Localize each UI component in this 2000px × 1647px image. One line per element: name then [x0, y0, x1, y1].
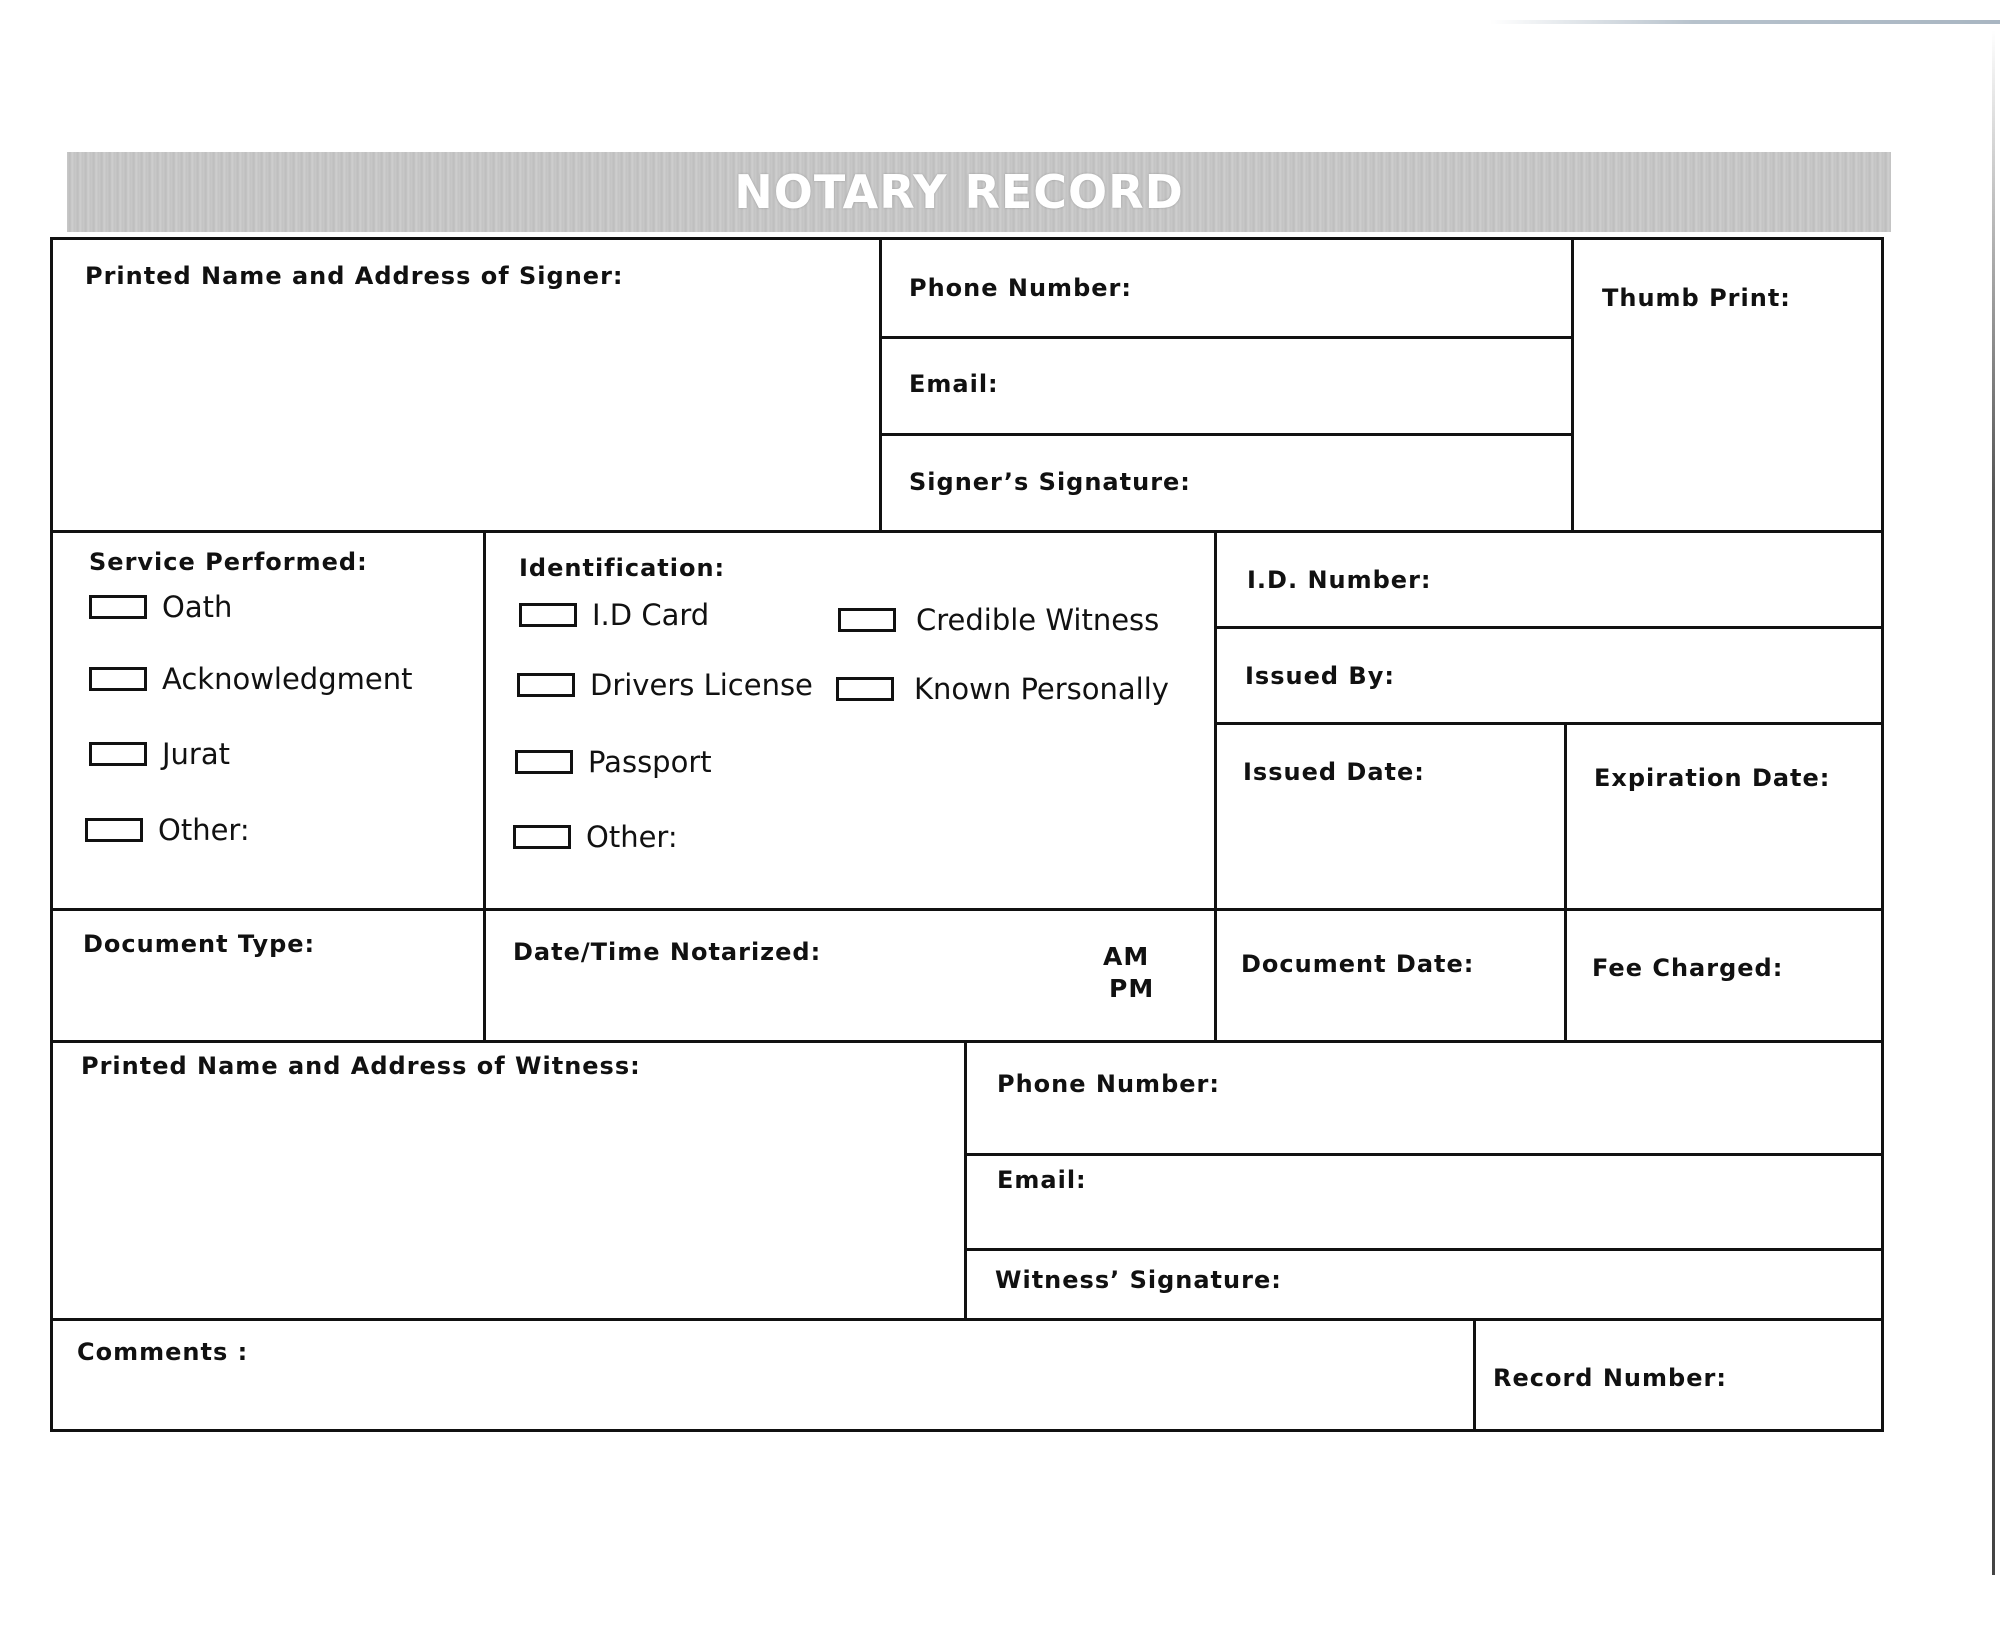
service-option-label: Other: — [158, 813, 250, 847]
service-option-acknowledgment[interactable] — [89, 662, 412, 696]
service-option-other[interactable] — [85, 813, 250, 847]
divider-witness-phone — [964, 1153, 1881, 1156]
scan-artifact-top — [1490, 20, 2000, 24]
checkbox[interactable] — [838, 608, 896, 632]
id-number-label: I.D. Number: — [1247, 566, 1432, 594]
service-option-label: Acknowledgment — [162, 662, 413, 696]
signer-email-label: Email: — [909, 370, 999, 398]
signer-phone-label: Phone Number: — [909, 274, 1132, 302]
divider-phone — [879, 336, 1571, 339]
id-option-other[interactable] — [513, 820, 678, 854]
record-number-label: Record Number: — [1493, 1364, 1727, 1392]
checkbox[interactable] — [89, 667, 147, 691]
id-option-passport[interactable] — [515, 745, 712, 779]
row-divider-document — [53, 1040, 1881, 1043]
checkbox[interactable] — [517, 673, 575, 697]
id-option-label: Passport — [588, 745, 712, 779]
page-title: NOTARY RECORD — [734, 165, 1184, 219]
divider-id-number — [1214, 626, 1881, 629]
checkbox[interactable] — [89, 595, 147, 619]
id-option-drivers-license[interactable] — [517, 668, 813, 702]
id-option-known-personally[interactable] — [836, 672, 1169, 706]
id-option-label: Other: — [586, 820, 678, 854]
issued-date-label: Issued Date: — [1243, 758, 1425, 786]
col-divider-signer-1 — [879, 240, 882, 530]
divider-witness-email — [964, 1248, 1881, 1251]
notary-form — [50, 237, 1884, 1432]
id-option-credible-witness[interactable] — [838, 603, 1159, 637]
row-divider-signer — [53, 530, 1881, 533]
col-divider-footer — [1473, 1318, 1476, 1432]
signer-signature-label: Signer’s Signature: — [909, 468, 1191, 496]
id-option-label: I.D Card — [592, 598, 710, 632]
pm-label: PM — [1109, 974, 1155, 1003]
expiration-date-label: Expiration Date: — [1594, 764, 1831, 792]
identification-heading: Identification: — [519, 554, 726, 582]
witness-name-address-label: Printed Name and Address of Witness: — [81, 1052, 641, 1080]
col-divider-service — [483, 530, 486, 1040]
title-banner — [67, 152, 1891, 232]
service-option-oath[interactable] — [89, 590, 232, 624]
scan-artifact-right — [1992, 30, 1995, 1575]
row-divider-service — [53, 908, 1881, 911]
id-option-label: Credible Witness — [916, 603, 1160, 637]
service-option-label: Oath — [162, 590, 233, 624]
divider-email — [879, 433, 1571, 436]
id-option-label: Known Personally — [914, 672, 1169, 706]
service-option-label: Jurat — [162, 737, 230, 771]
checkbox[interactable] — [513, 825, 571, 849]
service-option-jurat[interactable] — [89, 737, 230, 771]
document-type-label: Document Type: — [83, 930, 316, 958]
service-performed-heading: Service Performed: — [89, 548, 368, 576]
col-divider-identification — [1214, 530, 1217, 1040]
checkbox[interactable] — [85, 818, 143, 842]
am-label: AM — [1103, 942, 1150, 971]
signer-name-address-label: Printed Name and Address of Signer: — [85, 262, 624, 290]
col-divider-witness — [964, 1040, 967, 1318]
witness-email-label: Email: — [997, 1166, 1087, 1194]
checkbox[interactable] — [519, 603, 577, 627]
checkbox[interactable] — [89, 742, 147, 766]
checkbox[interactable] — [515, 750, 573, 774]
witness-signature-label: Witness’ Signature: — [995, 1266, 1282, 1294]
fee-charged-label: Fee Charged: — [1592, 954, 1784, 982]
row-divider-witness — [53, 1318, 1881, 1321]
id-option-label: Drivers License — [590, 668, 813, 702]
col-divider-signer-2 — [1571, 240, 1574, 530]
document-date-label: Document Date: — [1241, 950, 1475, 978]
divider-issued-by — [1214, 722, 1881, 725]
id-option-id-card[interactable] — [519, 598, 709, 632]
witness-phone-label: Phone Number: — [997, 1070, 1220, 1098]
datetime-notarized-label: Date/Time Notarized: — [513, 938, 822, 966]
thumb-print-label: Thumb Print: — [1602, 284, 1791, 312]
comments-label: Comments : — [77, 1338, 249, 1366]
checkbox[interactable] — [836, 677, 894, 701]
col-divider-dates — [1564, 722, 1567, 1040]
issued-by-label: Issued By: — [1245, 662, 1395, 690]
